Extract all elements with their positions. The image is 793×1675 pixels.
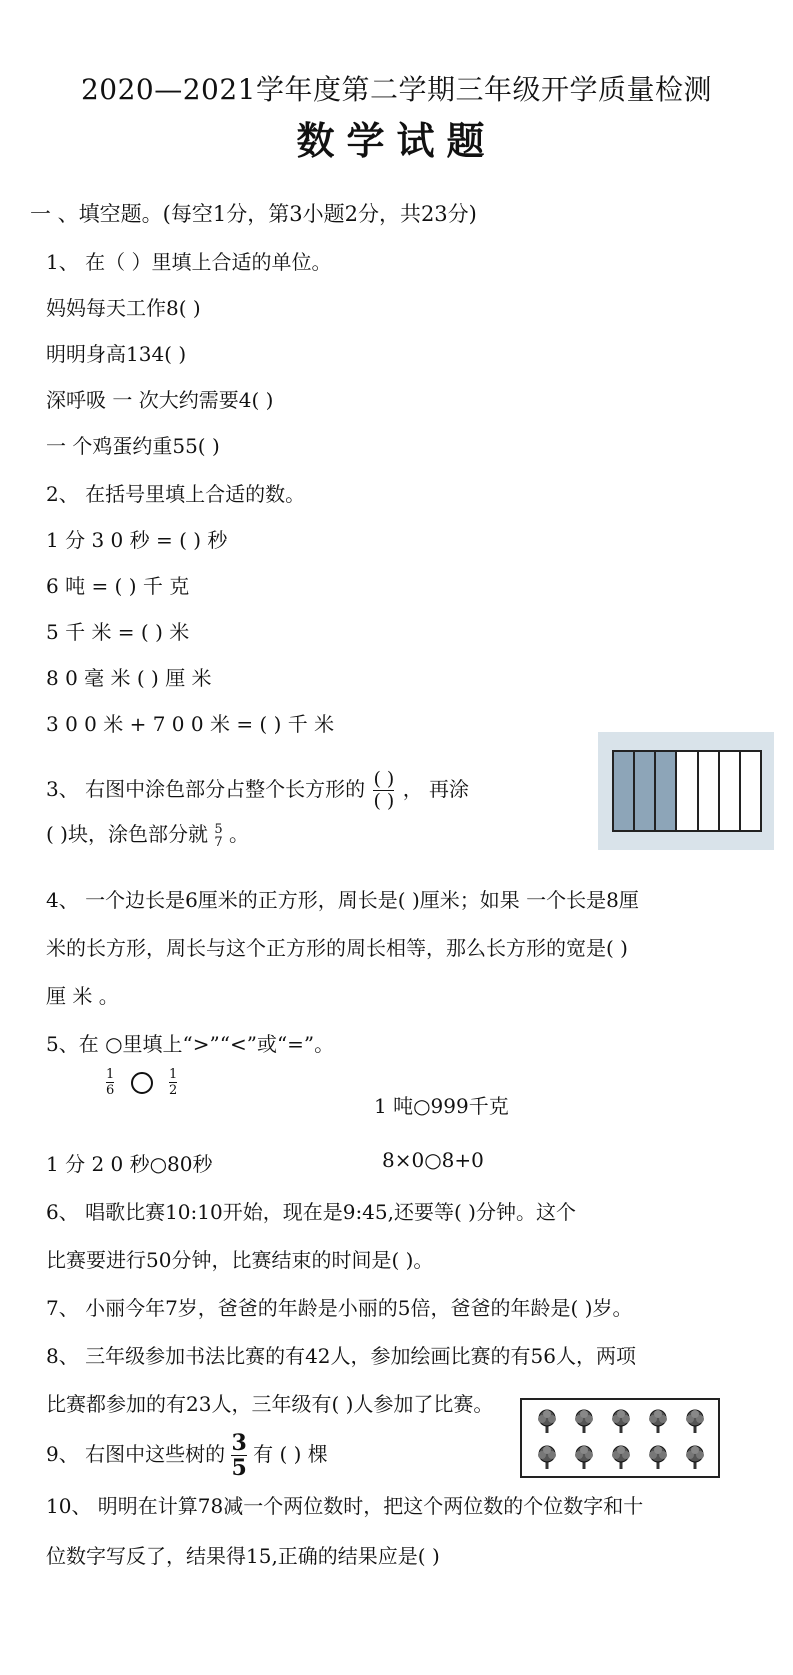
question-1-line: 深呼吸 一 次大约需要4( ) [46, 388, 274, 412]
question-5-compare-d: 8×0○8+0 [382, 1148, 484, 1172]
fraction-right [169, 1068, 177, 1097]
question-1-line: 妈妈每天工作8( ) [46, 296, 201, 320]
tree-icon [571, 1444, 597, 1470]
question-7-line: 7、 小丽今年7岁，爸爸的年龄是小丽的5倍，爸爸的年龄是( )岁。 [46, 1296, 633, 1320]
tree-icon [608, 1444, 634, 1470]
exam-title: 2020—2021学年度第二学期三年级开学质量检测 [80, 73, 713, 106]
exam-subject-title: 数学试题 [296, 118, 497, 163]
question-6-line: 比赛要进行50分钟，比赛结束的时间是( )。 [46, 1248, 434, 1272]
rectangle-figure [598, 732, 774, 850]
blank-strip [697, 750, 720, 832]
tree-icon [645, 1444, 671, 1470]
question-2-stem: 2、 在括号里填上合适的数。 [46, 482, 306, 506]
question-3-target-fraction [214, 823, 222, 849]
question-1-line: 明明身高134( ) [46, 342, 187, 366]
question-10-line: 位数字写反了，结果得15,正确的结果应是( ) [46, 1544, 440, 1568]
compare-circle[interactable] [131, 1072, 153, 1094]
question-4-line: 4、 一个边长是6厘米的正方形，周长是( )厘米；如果 一个长是8厘 [46, 888, 639, 912]
fraction-denominator: ( ) [373, 790, 395, 812]
question-2-line: 8 0 毫 米 ( ) 厘 米 [46, 666, 212, 690]
question-9-text: 9、 右图中这些树的 [46, 1442, 226, 1466]
question-2-line: 1 分 3 0 秒 = ( ) 秒 [46, 528, 228, 552]
question-5-stem: 5、在 ○里填上“>”“<”或“=”。 [46, 1032, 335, 1056]
question-9-fraction [231, 1432, 246, 1479]
question-3-text: 。 [228, 822, 249, 846]
fraction-left [106, 1068, 114, 1097]
question-3-text: ( )块，涂色部分就 [46, 822, 208, 846]
question-4-line: 米的长方形，周长与这个正方形的周长相等，那么长方形的宽是( ) [46, 936, 628, 960]
question-2-line: 5 千 米 = ( ) 米 [46, 620, 190, 644]
question-3-text: 再涂 [429, 777, 470, 801]
question-5-compare-c: 1 分 2 0 秒○80秒 [46, 1152, 213, 1176]
fraction-numerator: ( ) [373, 768, 395, 790]
question-1-line: 一 个鸡蛋约重55( ) [46, 434, 220, 458]
fraction-numerator: 3 [231, 1430, 247, 1456]
question-9-line [46, 1432, 328, 1479]
fraction-denominator: 7 [214, 834, 223, 850]
section-heading: 一 、填空题。(每空1分，第3小题2分，共23分) [30, 202, 477, 226]
tree-icon [534, 1444, 560, 1470]
fraction-numerator: 1 [106, 1067, 115, 1082]
question-5-compare-b: 1 吨○999千克 [374, 1094, 509, 1118]
question-8-line: 比赛都参加的有23人，三年级有( )人参加了比赛。 [46, 1392, 494, 1416]
fraction-numerator: 5 [214, 821, 223, 837]
question-9-text: 有 ( ) 棵 [253, 1442, 328, 1466]
question-1-stem: 1、 在（ ）里填上合适的单位。 [46, 250, 332, 274]
question-2-line: 3 0 0 米 + 7 0 0 米 = ( ) 千 米 [46, 712, 335, 736]
blank-strip [718, 750, 741, 832]
question-4-line: 厘 米 。 [46, 984, 119, 1008]
question-3-text: 3、 右图中涂色部分占整个长方形的 [46, 777, 366, 801]
blank-strip [739, 750, 762, 832]
tree-icon [645, 1408, 671, 1434]
fraction-denominator: 5 [231, 1455, 247, 1481]
shaded-strip [633, 750, 656, 832]
question-2-line: 6 吨 = ( ) 千 克 [46, 574, 190, 598]
question-3-comma: ， [402, 777, 423, 801]
question-10-line: 10、 明明在计算78减一个两位数时，把这个两位数的个位数字和十 [46, 1494, 644, 1518]
question-6-line: 6、 唱歌比赛10:10开始，现在是9:45,还要等( )分钟。这个 [46, 1200, 576, 1224]
question-3-fraction [373, 770, 394, 811]
tree-icon [608, 1408, 634, 1434]
fraction-denominator: 6 [106, 1083, 115, 1098]
trees-figure [520, 1398, 720, 1478]
question-5-compare-a [106, 1068, 177, 1097]
tree-icon [682, 1408, 708, 1434]
question-8-line: 8、 三年级参加书法比赛的有42人，参加绘画比赛的有56人，两项 [46, 1344, 636, 1368]
tree-icon [682, 1444, 708, 1470]
question-3-line-1 [46, 770, 469, 811]
tree-icon [534, 1408, 560, 1434]
tree-icon [571, 1408, 597, 1434]
question-3-line-2 [46, 818, 249, 849]
shaded-strip [654, 750, 677, 832]
fraction-numerator: 1 [169, 1067, 178, 1082]
fraction-denominator: 2 [169, 1083, 178, 1098]
shaded-strip [612, 750, 635, 832]
blank-strip [675, 750, 698, 832]
